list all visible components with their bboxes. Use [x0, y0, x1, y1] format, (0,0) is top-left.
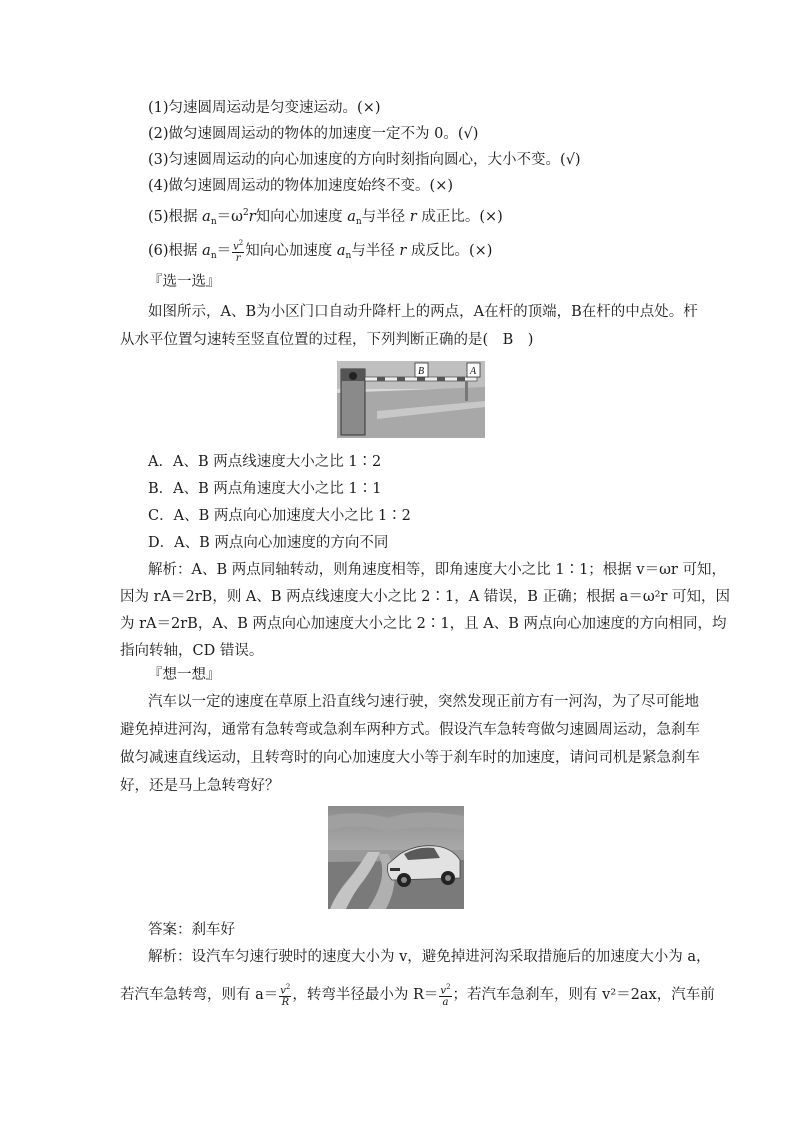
judgment-4: (4)做匀速圆周运动的物体加速度始终不变。(×) — [148, 178, 454, 194]
section-heading-think: 『想一想』 — [148, 667, 221, 683]
fraction-v2-over-r: $\frac{v^2}{r}$ — [233, 239, 244, 265]
analysis-line-2: 因为 rA＝2rB，则 A、B 两点线速度大小之比 2∶1，A 错误，B 正确；根据 a＝ω²r 可知，因 — [120, 589, 731, 605]
option-b: B．A、B 两点角速度大小之比 1∶1 — [148, 481, 382, 497]
analysis-line-4: 指向转轴，CD 错误。 — [120, 643, 264, 659]
section-heading-select: 『选一选』 — [148, 274, 221, 290]
option-d: D．A、B 两点向心加速度的方向不同 — [148, 535, 389, 551]
think-line-2: 避免掉进河沟，通常有急转弯或急刹车两种方式。假设汽车急转弯做匀速圆周运动，急刹车 — [120, 722, 700, 738]
analysis-line-1: 解析：A、B 两点同轴转动，则角速度相等，即角速度大小之比 1∶1；根据 v＝ωr 可知， — [148, 562, 726, 578]
judgment-5: (5)根据 $a_n=\omega^2r$知向心加速度 $a_n$与半径 r 成正比。(×) — [148, 208, 503, 227]
judgment-6: (6)根据 $a_n=$ $\frac{v^2}{r}$ 知向心加速度 $a_n$与半径 r 成反比。(×) — [148, 239, 493, 265]
judgment-1: (1)匀速圆周运动是匀变速运动。(×) — [148, 100, 381, 116]
question-line-2: 从水平位置匀速转至竖直位置的过程，下列判断正确的是( B ) — [120, 332, 534, 348]
fraction-v2-over-R: $\frac{v^2}{R}$ — [280, 983, 291, 1009]
judgment-3: (3)匀速圆周运动的向心加速度的方向时刻指向圆心，大小不变。(√) — [148, 152, 581, 168]
question-line-1: 如图所示，A、B为小区门口自动升降杆上的两点，A在杆的顶端，B在杆的中点处。杆 — [148, 304, 698, 320]
analysis-line-3: 为 rA＝2rB，A、B 两点向心加速度大小之比 2∶1，且 A、B 两点向心加速度的方向相同，均 — [120, 616, 727, 632]
judgment-2: (2)做匀速圆周运动的物体的加速度一定不为 0。(√) — [148, 126, 479, 142]
answer-label: 答案： — [148, 922, 192, 938]
car-photo — [328, 806, 464, 909]
barrier-gate-photo — [337, 361, 485, 438]
answer-text: 刹车好 — [191, 922, 235, 938]
option-a: A．A、B 两点线速度大小之比 1∶2 — [148, 454, 382, 470]
think-line-3: 做匀减速直线运动，且转弯时的向心加速度大小等于刹车时的加速度，请问司机是紧急刹车 — [120, 750, 700, 766]
figure-label-b: B — [418, 366, 425, 377]
fraction-v2-over-a: $\frac{v^2}{a}$ — [440, 983, 451, 1009]
think-line-4: 好，还是马上急转弯好？ — [120, 778, 280, 794]
option-c: C．A、B 两点向心加速度大小之比 1∶2 — [148, 508, 411, 524]
think-analysis-line-1: 解析：设汽车匀速行驶时的速度大小为 v，避免掉进河沟采取措施后的加速度大小为 a， — [148, 949, 711, 965]
answer-line — [148, 920, 235, 940]
figure-label-a: A — [470, 366, 477, 377]
think-analysis-line-2: 若汽车急转弯，则有 a＝ $\frac{v^2}{R}$ ，转弯半径最小为 R＝ $\frac{v^2}{a}$ ；若汽车急刹车，则有 v²＝2ax，汽车前 — [120, 983, 715, 1009]
think-line-1: 汽车以一定的速度在草原上沿直线匀速行驶，突然发现正前方有一河沟，为了尽可能地 — [148, 694, 699, 710]
